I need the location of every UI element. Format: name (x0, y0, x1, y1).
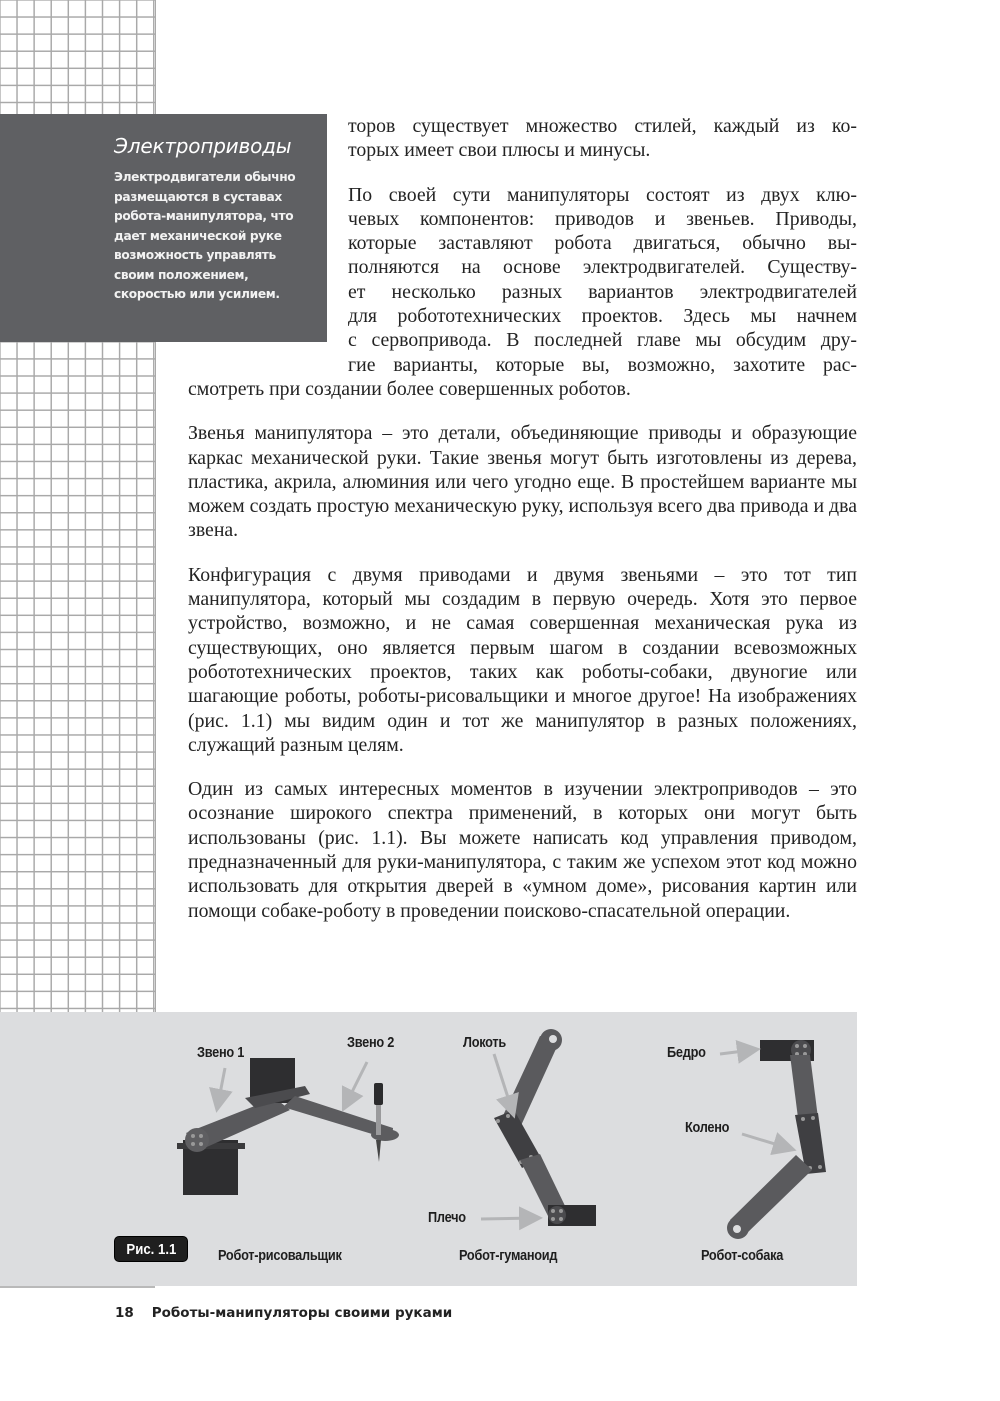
body-text (188, 114, 857, 943)
paragraph-5: Один из самых интересных моментов в изучении электроприводов – это осознание широкого спектра применений, в которых они могут быть использованы (рис. 1.1). Вы можете написать код управления приводом, предназначенный для руки-манипулятора, с таким же успехом этот код можно использовать для открытия дверей в «умном доме», рисования картин или помощи собаке-роботу в проведении поисково-спасательной операции. (188, 778, 857, 922)
text-line: полняются на основе электродвигателей. Существу- (348, 256, 857, 279)
label-knee: Колено (685, 1120, 730, 1136)
paragraph-2-tail: смотреть при создании более совершенных роботов. (188, 377, 631, 400)
text-line: чевых компонентов: приводов и звеньев. Приводы, (348, 207, 857, 230)
caption-humanoid-robot: Робот-гуманоид (459, 1248, 558, 1264)
book-title: Роботы-манипуляторы своими руками (151, 1305, 453, 1321)
text-line: торов существует множество стилей, каждый из ко- (348, 115, 857, 137)
text-line: с сервопривода. В последней главе мы обсудим дру- (348, 329, 857, 352)
text-line: которые заставляют робота двигаться, обычно вы- (348, 232, 857, 255)
text-line: торых имеет свои плюсы и минусы. (348, 139, 651, 162)
caption-robot-dog: Робот-собака (701, 1248, 784, 1264)
label-link-2: Звено 2 (347, 1035, 395, 1051)
paragraph-2 (348, 183, 857, 377)
label-elbow: Локоть (463, 1035, 506, 1051)
page-footer (115, 1305, 452, 1321)
text-line: По своей сути манипуляторы состоят из двух клю- (348, 183, 857, 206)
figure-1-1 (0, 1012, 857, 1286)
text-line: ет несколько разных вариантов электродвигателей (348, 280, 857, 303)
label-hip: Бедро (667, 1045, 706, 1061)
sidebar-body: Электродвигатели обычно размещаются в суставах робота-манипулятора, что дает механической руке возможность управлять своим положением, скоростью или усилием. (114, 170, 296, 301)
text-line: для робототехнических проектов. Здесь мы начнем (348, 305, 857, 328)
text-line: гие варианты, которые вы, возможно, захотите рас- (348, 353, 857, 376)
label-shoulder: Плечо (428, 1210, 466, 1226)
figure-underline (0, 1286, 155, 1288)
wrapped-text-block (348, 114, 857, 377)
page-number: 18 (115, 1305, 134, 1321)
paragraph-1 (348, 114, 857, 163)
figure-number-text: Рис. 1.1 (126, 1240, 176, 1258)
caption-drawing-robot: Робот-рисовальщик (218, 1248, 342, 1264)
paragraph-4: Конфигурация с двумя приводами и двумя звеньями – это тот тип манипулятора, который мы создадим в первую очередь. Хотя это первое устройство, возможно, и не самая совершенная механическая рука из существующих, оно является первым шагом в создании всевозможных робототехнических проектов, таких как роботы-собаки, двуногие или шагающие роботы, роботы-рисовальщики и многое другое! На изображениях (рис. 1.1) мы видим один и тот же манипулятор в разных положениях, служащий разным целям. (188, 563, 857, 756)
drawing-robot-illustration (177, 1058, 399, 1195)
robot-dog-leg-illustration (720, 1040, 826, 1239)
label-link-1: Звено 1 (197, 1045, 245, 1061)
sidebar-title: Электроприводы (114, 134, 292, 158)
humanoid-arm-illustration (481, 1029, 596, 1226)
paragraph-3: Звенья манипулятора – это детали, объединяющие приводы и образующие каркас механической руки. Такие звенья могут быть изготовлены из дерева, пластика, акрила, алюминия или чего угодно еще. В простейшем варианте мы можем создать простую механическую руку, используя всего два привода и два звена. (188, 422, 857, 542)
figure-number-badge (114, 1236, 188, 1262)
